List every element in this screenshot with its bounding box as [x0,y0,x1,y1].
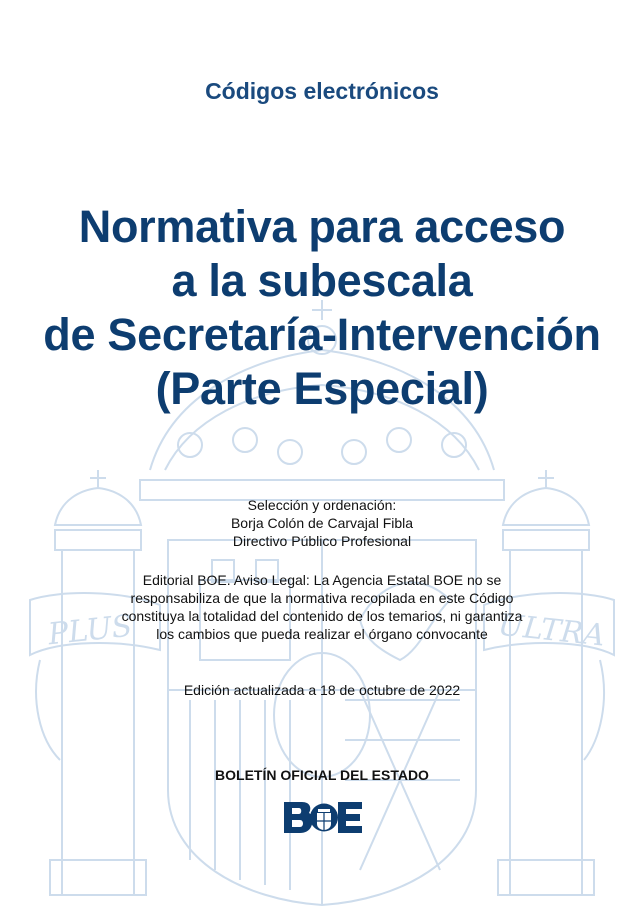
legal-line: responsabiliza de que la normativa recopilada en este Código [130,590,514,606]
publisher-name: BOLETÍN OFICIAL DEL ESTADO [215,767,429,783]
title-line: (Parte Especial) [155,363,489,414]
watermark-ultra-text: ULTRA [496,607,607,654]
title-line: Normativa para acceso [78,201,566,252]
selection-author: Borja Colón de Carvajal Fibla [230,515,414,531]
title-line: a la subescala [171,255,473,306]
edition-date: Edición actualizada a 18 de octubre de 2022 [183,682,461,698]
legal-line: los cambios que pueda realizar el órgano convocante [156,626,488,642]
legal-line: Editorial BOE. Aviso Legal: La Agencia Estatal BOE no se [142,572,502,588]
watermark-plus-text: PLUS [46,608,134,653]
title-line: de Secretaría-Intervención [43,309,601,360]
legal-notice [0,571,644,643]
boe-logo [282,800,364,835]
document-title [0,200,644,416]
series-label: Códigos electrónicos [205,78,439,104]
selection-heading: Selección y ordenación: [247,497,397,513]
selection-role: Directivo Público Profesional [232,533,412,549]
boe-logo-text: BOE [282,800,285,801]
legal-line: constituya la totalidad del contenido de los temarios, ni garantiza [121,608,523,624]
selection-credits [0,496,644,550]
